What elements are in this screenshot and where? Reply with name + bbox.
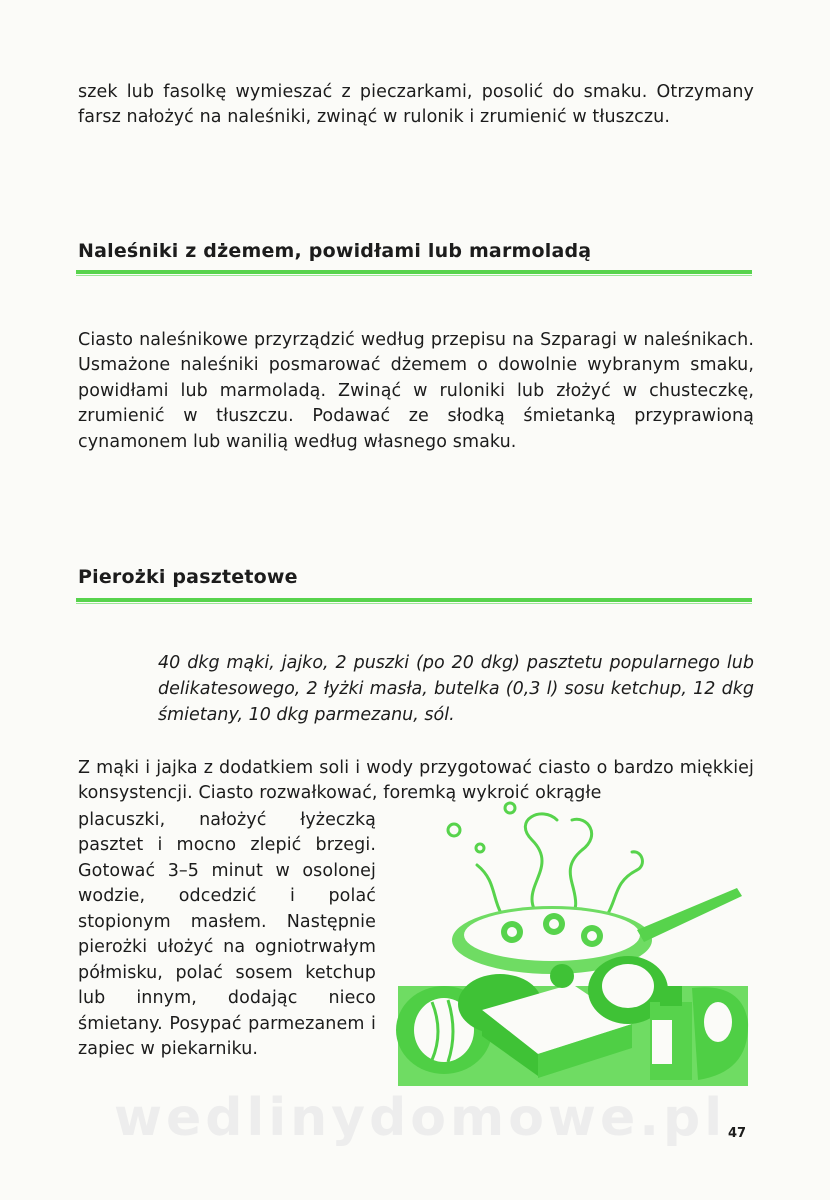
section-divider (76, 270, 752, 274)
cooking-illustration (392, 790, 754, 1090)
ingredients-list: 40 dkg mąki, jajko, 2 puszki (po 20 dkg) pasztetu popularnego lub delikatesowego, 2 łyżki masła, butelka (0,3 l) sosu ketchup, 12 dkg śmietany, 10 dkg parmezanu, sól. (158, 652, 754, 725)
lead-paragraph: szek lub fasolkę wymieszać z pieczarkami, posolić do smaku. Otrzymany farsz nałożyć na naleśniki, zwinąć w rulonik i zrumienić w tłuszczu. (78, 81, 754, 127)
section-title-pierozki: Pierożki pasztetowe (78, 566, 298, 588)
food-items (396, 956, 748, 1086)
section-title-nalesniki: Naleśniki z dżemem, powidłami lub marmoladą (78, 240, 592, 262)
section-body-pierozki-wrapped: placuszki, nałożyć łyżeczką pasztet i mocno zlepić brzegi. Gotować 3–5 minut w osolonej wodzie, odcedzić i polać stopionym masłem. Następnie pierożki ułożyć na ogniotrwałym półmisku, polać sosem ketchup lub innym, dodając nieco śmietany. Posypać parmezanem i zapiec w piekarniku. (78, 809, 376, 1059)
section-body-nalesniki: Ciasto naleśnikowe przyrządzić według przepisu na Szparagi w naleśnikach. Usmażone naleśniki posmarować dżemem o dowolnie wybranym smaku, powidłami lub marmoladą. Zwinąć w ruloniki lub złożyć w chusteczkę, zrumienić w tłuszczu. Podawać ze słodką śmietanką przyprawioną cynamonem lub wanilią według własnego smaku. (78, 329, 754, 452)
page-number: 47 (728, 1126, 747, 1141)
section-body-pierozki-intro: Z mąki i jajka z dodatkiem soli i wody przygotować ciasto o bardzo miękkiej konsystencji. Ciasto rozwałkować, foremką wykroić okrągłe (78, 757, 754, 803)
section-divider (76, 598, 752, 602)
watermark: wedlinydomowe.pl (113, 1088, 727, 1148)
